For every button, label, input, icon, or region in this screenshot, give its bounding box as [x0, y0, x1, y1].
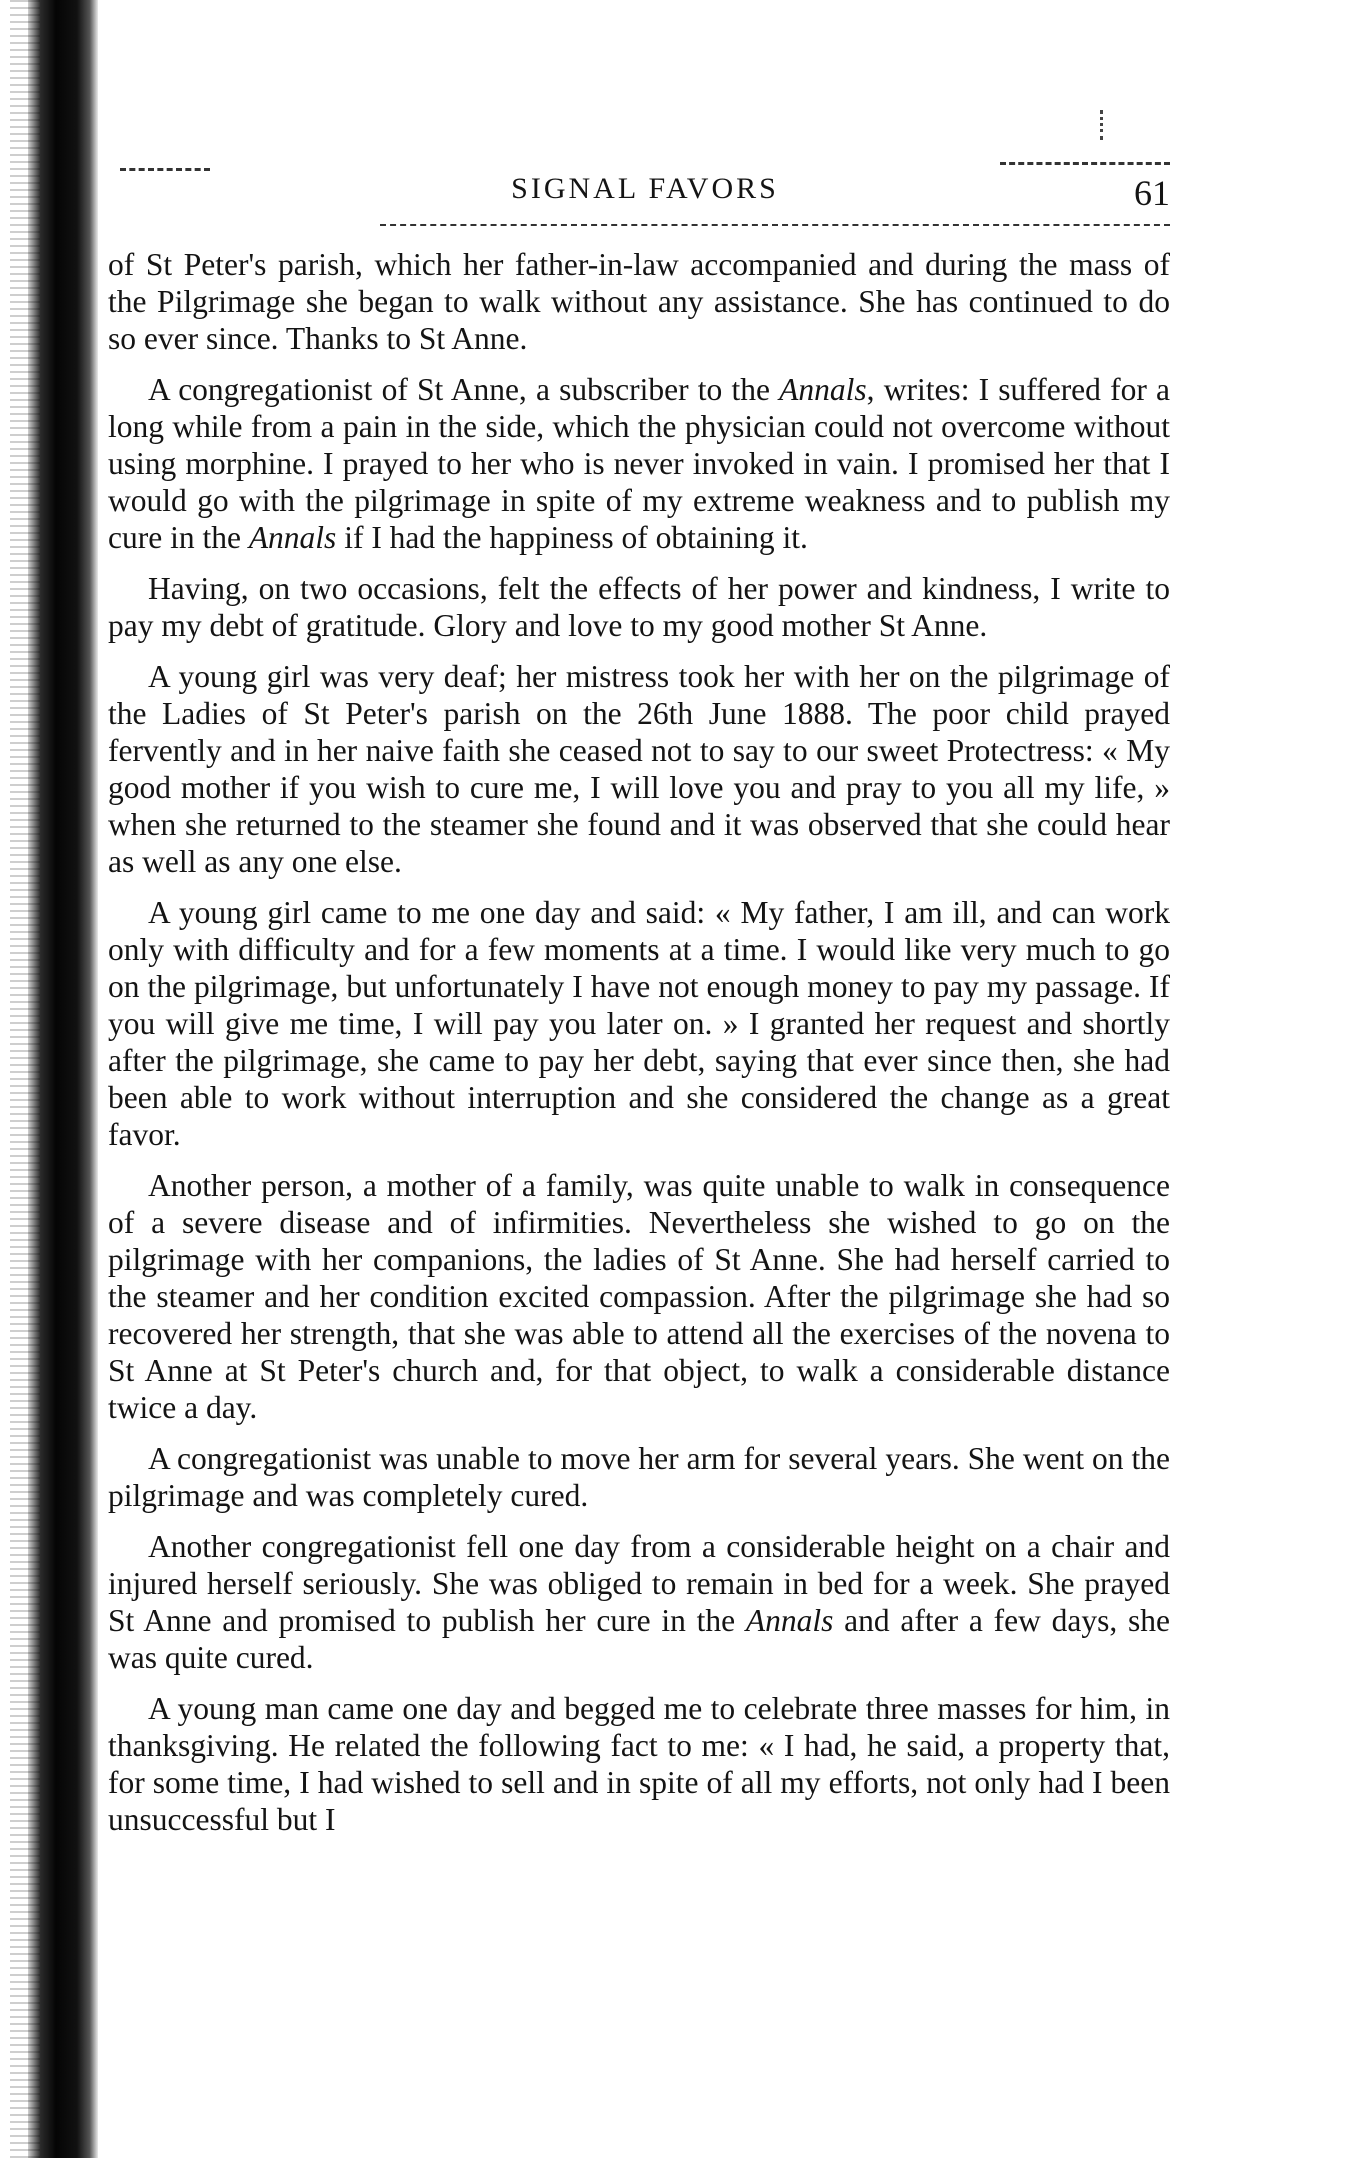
- paragraph-text: A young girl was very deaf; her mistress took her with her on the pilgrimage of the Ladies of St Peter's parish on the 26th June 1888. The poor child prayed fervently and in her naive faith she ceased not to say to our sweet Protectress: « My good mother if you wish to cure me, I will love you and pray to you all my life, » when she returned to the steamer she found and it was observed that she could hear as well as any one else.: [108, 659, 1170, 879]
- header-rule-left: [120, 168, 210, 171]
- running-head: [120, 172, 1170, 222]
- italic-title: Annals: [779, 372, 867, 407]
- paragraph: [108, 658, 1170, 880]
- paragraph-text: Another person, a mother of a family, was quite unable to walk in consequence of a severe disease and of infirmities. Nevertheless she wished to go on the pilgrimage with her companions, the ladies of St Anne. She had herself carried to the steamer and her condition excited compassion. After the pilgrimage she had so recovered her strength, that she was able to attend all the exercises of the novena to St Anne at St Peter's church and, for that object, to walk a considerable distance twice a day.: [108, 1168, 1170, 1425]
- paragraph-text: if I had the happiness of obtaining it.: [336, 520, 808, 555]
- paragraph-text: A congregationist was unable to move her arm for several years. She went on the pilgrimage and was completely cured.: [108, 1441, 1170, 1513]
- paragraph-text: , writes: I suffered for a long while from a pain in the side, which the physician could not overcome without using morphine. I prayed to her who is never invoked in vain. I promised her that I would go with the pilgrimage in spite of my extreme weakness and to publish my cure in the: [108, 372, 1170, 555]
- scan-speck: [1100, 110, 1107, 140]
- paragraph: [108, 371, 1170, 556]
- paragraph: [108, 1167, 1170, 1426]
- paragraph: [108, 570, 1170, 644]
- paragraph-text: A congregationist of St Anne, a subscriber to the: [148, 372, 780, 407]
- paragraph: [108, 1690, 1170, 1838]
- paragraph: [108, 1528, 1170, 1676]
- body-text: [108, 246, 1170, 1852]
- paragraph-text: Having, on two occasions, felt the effects of her power and kindness, I write to pay my debt of gratitude. Glory and love to my good mother St Anne.: [108, 571, 1170, 643]
- italic-title: Annals: [745, 1603, 834, 1638]
- paragraph-text: A young girl came to me one day and said: « My father, I am ill, and can work only with difficulty and for a few moments at a time. I would like very much to go on the pilgrimage, but unfortunately I have not enough money to pay my passage. If you will give me time, I will pay you later on. » I granted her request and shortly after the pilgrimage, she came to pay her debt, saying that ever since then, she had been able to work without interruption and she considered the change as a great favor.: [108, 895, 1170, 1152]
- paragraph-text: of St Peter's parish, which her father-in-law accompanied and during the mass of the Pilgrimage she began to walk without any assistance. She has continued to do so ever since. Thanks to St Anne.: [108, 247, 1170, 356]
- paragraph: [108, 1440, 1170, 1514]
- italic-title: Annals: [248, 520, 337, 555]
- header-rule-right: [1000, 162, 1170, 165]
- scan-binding-speckle: [10, 0, 40, 2158]
- page-number: 61: [1134, 173, 1170, 213]
- paragraph: [108, 894, 1170, 1153]
- running-title: SIGNAL FAVORS: [511, 172, 779, 205]
- paragraph-text: A young man came one day and begged me to celebrate three masses for him, in thanksgiving. He related the following fact to me: « I had, he said, a property that, for some time, I had wished to sell and in spite of all my efforts, not only had I been unsuccessful but I: [108, 1691, 1170, 1837]
- header-rule-bottom: [380, 224, 1170, 226]
- paragraph-text: and after a few days, she was quite cured.: [108, 1603, 1170, 1675]
- paragraph-text: Another congregationist fell one day from a considerable height on a chair and injured herself seriously. She was obliged to remain in bed for a week. She prayed St Anne and promised to publish her cure in the: [108, 1529, 1170, 1638]
- paragraph: [108, 246, 1170, 357]
